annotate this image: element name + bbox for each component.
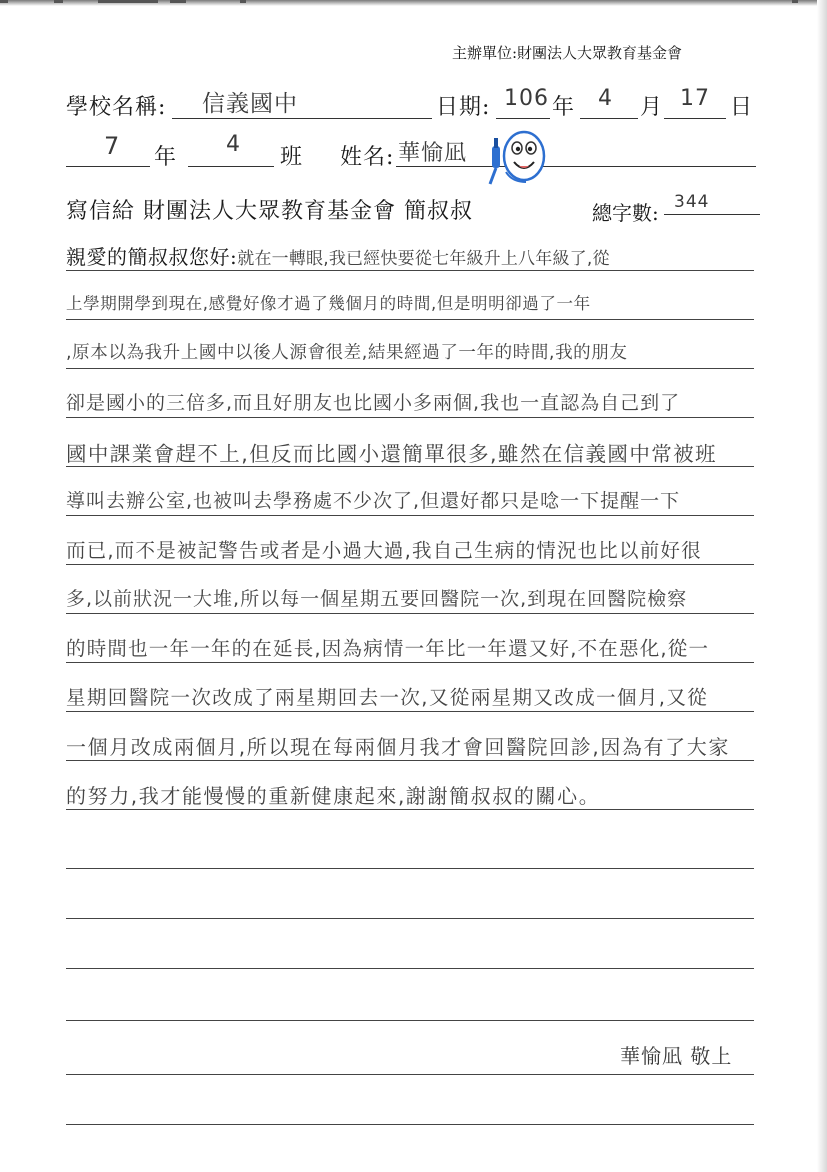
grade-label: 年: [154, 145, 178, 170]
date-day-value: 17: [680, 86, 710, 111]
date-label: 日期:: [436, 95, 491, 120]
letter-rule: [66, 417, 754, 418]
word-count-line: [664, 214, 760, 215]
letter-rule: [66, 319, 754, 320]
date-year-value: 106: [504, 86, 549, 111]
letter-rule: [66, 662, 754, 663]
scan-right-edge: [817, 0, 827, 1172]
school-value: 信義國中: [202, 91, 298, 117]
recipient-text: 寫信給 財團法人大眾教育基金會 簡叔叔: [66, 199, 473, 224]
grade-field-line: [66, 166, 150, 167]
scan-edge-mark: [170, 0, 186, 3]
year-label: 年: [552, 95, 576, 120]
letter-rule: [66, 868, 754, 869]
date-month-value: 4: [598, 86, 613, 111]
scan-edge-mark: [0, 0, 8, 3]
letter-line: 上學期開學到現在,感覺好像才過了幾個月的時間,但是明明卻過了一年: [66, 294, 591, 313]
letter-rule: [66, 809, 754, 810]
letter-rule: [66, 1124, 754, 1125]
signature: 華愉凪 敬上: [620, 1044, 733, 1068]
month-label: 月: [640, 95, 664, 120]
letter-line: 而已,而不是被記警告或者是小過大過,我自己生病的情況也比以前好很: [66, 539, 702, 562]
letter-rule: [66, 515, 754, 516]
letter-line: 多,以前狀況一大堆,所以每一個星期五要回醫院一次,到現在回醫院檢察: [66, 588, 688, 610]
class-field-line: [188, 166, 274, 167]
letter-rule: [66, 613, 754, 614]
date-month-line: [580, 118, 638, 119]
school-field-line: [172, 118, 432, 119]
letter-rule: [66, 711, 754, 712]
class-label: 班: [280, 145, 304, 170]
scan-edge-mark: [98, 0, 158, 3]
letter-line: 卻是國小的三倍多,而且好朋友也比國小多兩個,我也一直認為自己到了: [66, 392, 681, 414]
name-label: 姓名:: [340, 145, 395, 170]
letter-line: 導叫去辦公室,也被叫去學務處不少次了,但還好都只是唸一下提醒一下: [66, 490, 681, 512]
letter-line: 一個月改成兩個月,所以現在每兩個月我才會回醫院回診,因為有了大家: [66, 735, 730, 759]
organizer-text: 主辦單位:財團法人大眾教育基金會: [452, 44, 683, 62]
scan-edge-mark: [54, 0, 63, 3]
letter-greeting: 親愛的簡叔叔您好:: [66, 245, 238, 269]
scan-edge-mark: [240, 0, 246, 3]
letter-line: 星期回醫院一次改成了兩星期回去一次,又從兩星期又改成一個月,又從: [66, 686, 709, 709]
letter-line: 的努力,我才能慢慢的重新健康起來,謝謝簡叔叔的關心。: [66, 784, 601, 808]
letter-rule: [66, 1020, 754, 1021]
name-field-line: [396, 166, 756, 167]
class-value: 4: [226, 132, 241, 157]
letter-line: ,原本以為我升上國中以後人源會很差,結果經過了一年的時間,我的朋友: [66, 343, 628, 363]
letter-line-text: 就在一轉眼,我已經快要從七年級升上八年級了,從: [237, 249, 610, 269]
school-label: 學校名稱:: [66, 95, 167, 120]
letter-line: [66, 241, 610, 270]
scan-edge-mark: [792, 0, 798, 3]
date-year-line: [496, 118, 550, 119]
letter-rule: [66, 368, 754, 369]
letter-rule: [66, 968, 754, 969]
letter-line: 國中課業會趕不上,但反而比國小還簡單很多,雖然在信義國中常被班: [66, 442, 717, 466]
name-value: 華愉凪: [398, 141, 468, 166]
letter-rule: [66, 270, 754, 271]
word-count-label: 總字數:: [592, 201, 659, 225]
letter-rule: [66, 1074, 754, 1075]
letter-line: 的時間也一年一年的在延長,因為病情一年比一年還又好,不在惡化,從一: [66, 637, 710, 660]
day-label: 日: [730, 95, 754, 120]
smiley-sticker-icon: [486, 126, 552, 192]
date-day-line: [664, 118, 726, 119]
letter-rule: [66, 564, 754, 565]
letter-rule: [66, 918, 754, 919]
letter-rule: [66, 760, 754, 761]
grade-value: 7: [104, 132, 121, 160]
word-count-value: 344: [674, 192, 710, 212]
